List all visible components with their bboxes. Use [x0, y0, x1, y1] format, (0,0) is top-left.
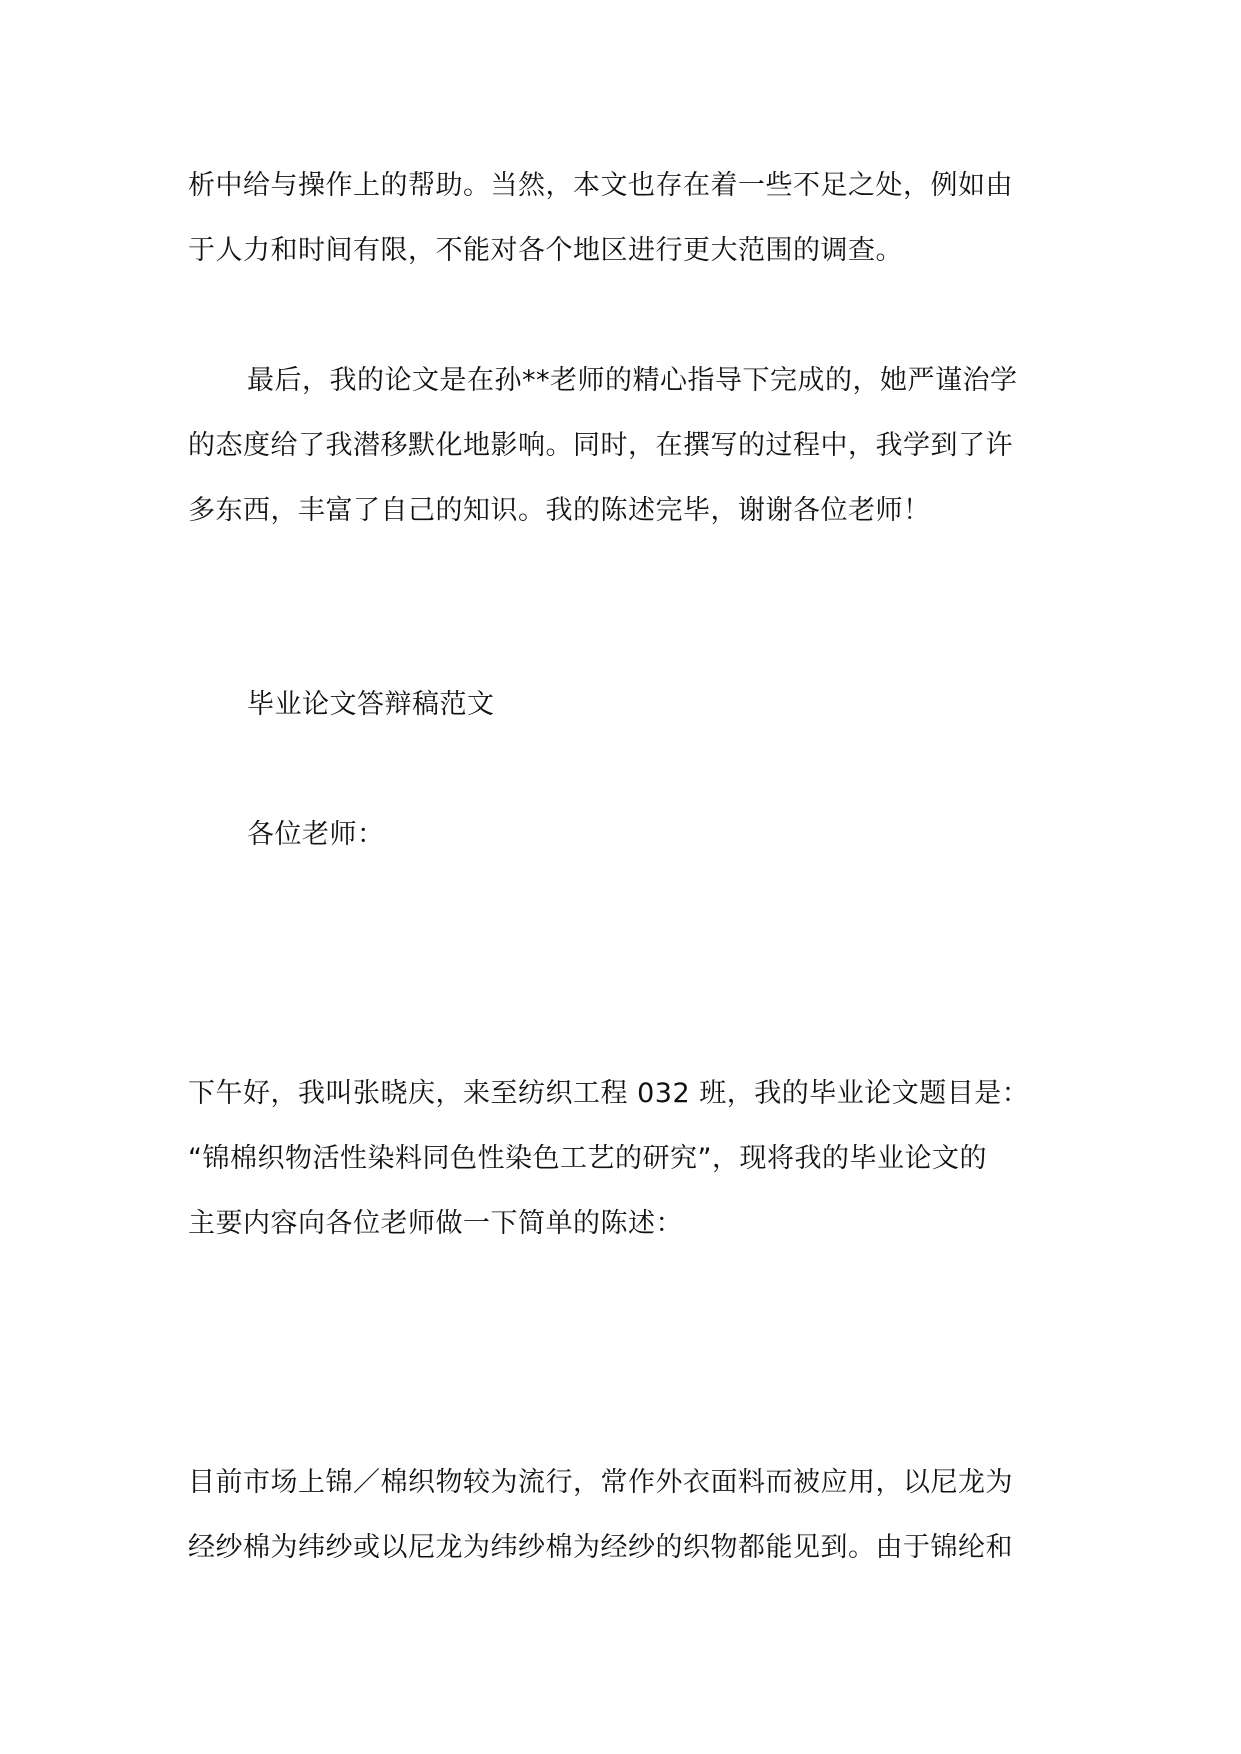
paragraph-4-line-1: 目前市场上锦／棉织物较为流行，常作外衣面料而被应用，以尼龙为 — [188, 1467, 1013, 1498]
salutation: 各位老师： — [247, 819, 385, 850]
paragraph-2-line-2: 的态度给了我潜移默化地影响。同时，在撰写的过程中，我学到了许 — [188, 430, 1013, 461]
paragraph-3-line-1: 下午好，我叫张晓庆，来至纺织工程 032 班，我的毕业论文题目是： — [188, 1078, 1030, 1109]
section-heading: 毕业论文答辩稿范文 — [247, 689, 495, 720]
paragraph-4-line-2: 经纱棉为纬纱或以尼龙为纬纱棉为经纱的织物都能见到。由于锦纶和 — [188, 1532, 1013, 1563]
paragraph-2-line-3: 多东西，丰富了自己的知识。我的陈述完毕，谢谢各位老师！ — [188, 495, 931, 526]
paragraph-1-line-2: 于人力和时间有限，不能对各个地区进行更大范围的调查。 — [188, 235, 903, 266]
paragraph-2-line-1: 最后，我的论文是在孙**老师的精心指导下完成的，她严谨治学 — [247, 365, 1018, 396]
paragraph-3-line-2: “锦棉织物活性染料同色性染色工艺的研究”，现将我的毕业论文的 — [188, 1143, 987, 1174]
paragraph-1-line-1: 析中给与操作上的帮助。当然，本文也存在着一些不足之处，例如由 — [188, 170, 1013, 201]
paragraph-3-line-3: 主要内容向各位老师做一下简单的陈述： — [188, 1208, 683, 1239]
